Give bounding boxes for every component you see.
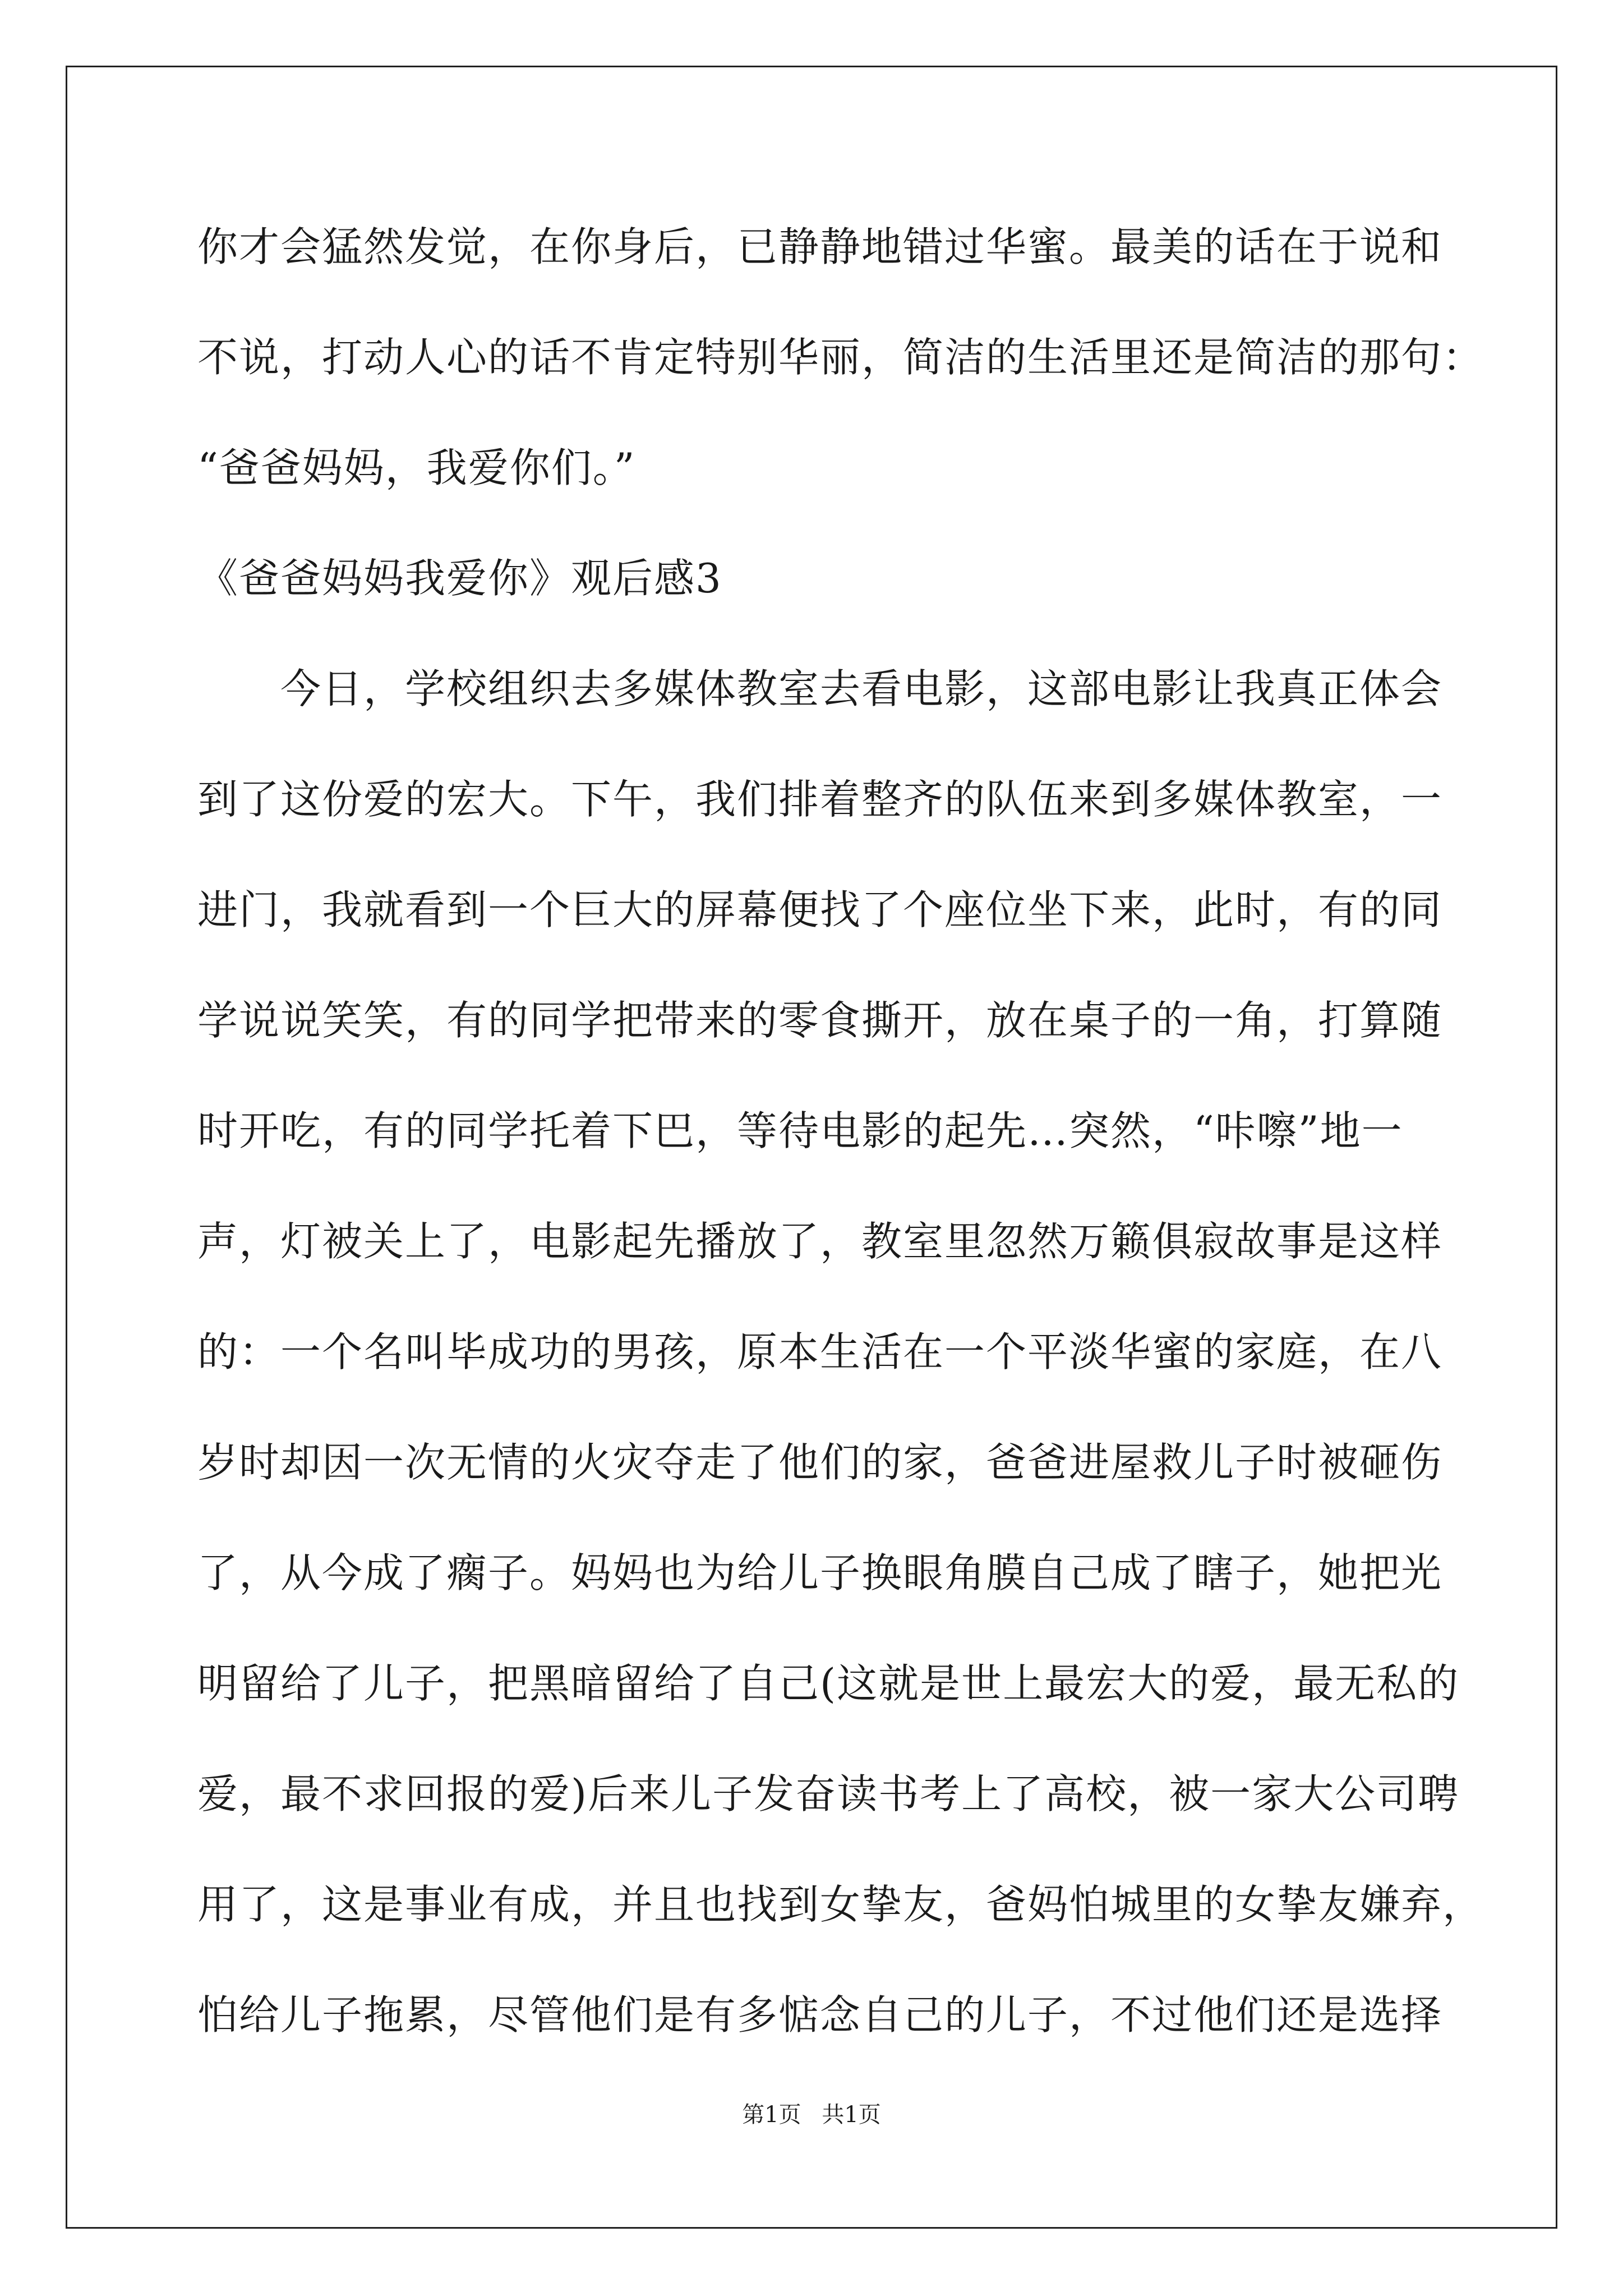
document-body <box>197 213 1484 2092</box>
text-line: 岁时却因一次无情的火灾夺走了他们的家，爸爸进屋救儿子时被砸伤 <box>197 1439 1443 1486</box>
page-total: 共1页 <box>822 2102 881 2128</box>
text-line: 的：一个名叫毕成功的男孩，原本生活在一个平淡华蜜的家庭，在八 <box>197 1328 1443 1375</box>
text-line: 明留给了儿子，把黑暗留给了自己(这就是世上最宏大的爱，最无私的 <box>197 1660 1460 1707</box>
text-line: 怕给儿子拖累，尽管他们是有多惦念自己的儿子，不过他们还是选择 <box>197 1991 1443 2039</box>
text-line: “爸爸妈妈，我爱你们。” <box>197 444 636 491</box>
page-number: 第1页 <box>742 2102 801 2128</box>
paragraph-first-line: 今日，学校组织去多媒体教室去看电影，这部电影让我真正体会 <box>280 665 1443 712</box>
text-line: 用了，这是事业有成，并且也找到女挚友，爸妈怕城里的女挚友嫌弃， <box>197 1881 1484 1928</box>
text-line: 学说说笑笑，有的同学把带来的零食撕开，放在桌子的一角，打算随 <box>197 997 1443 1044</box>
text-line: 爱，最不求回报的爱)后来儿子发奋读书考上了高校，被一家大公司聘 <box>197 1770 1460 1818</box>
text-line: 了，从今成了瘸子。妈妈也为给儿子换眼角膜自己成了瞎子，她把光 <box>197 1549 1443 1596</box>
text-line: 你才会猛然发觉，在你身后，已静静地错过华蜜。最美的话在于说和 <box>197 223 1443 270</box>
text-line: 到了这份爱的宏大。下午，我们排着整齐的队伍来到多媒体教室，一 <box>197 776 1443 823</box>
text-line: 进门，我就看到一个巨大的屏幕便找了个座位坐下来，此时，有的同 <box>197 886 1443 933</box>
text-line: 声，灯被关上了，电影起先播放了，教室里忽然万籁俱寂故事是这样 <box>197 1218 1443 1265</box>
text-line: 时开吃，有的同学托着下巴，等待电影的起先…突然，“咔嚓”地一 <box>197 1107 1403 1154</box>
page-footer <box>0 2098 1623 2132</box>
text-line: 不说，打动人心的话不肯定特别华丽，简洁的生活里还是简洁的那句： <box>197 334 1484 381</box>
section-heading: 《爸爸妈妈我爱你》观后感3 <box>197 555 722 602</box>
